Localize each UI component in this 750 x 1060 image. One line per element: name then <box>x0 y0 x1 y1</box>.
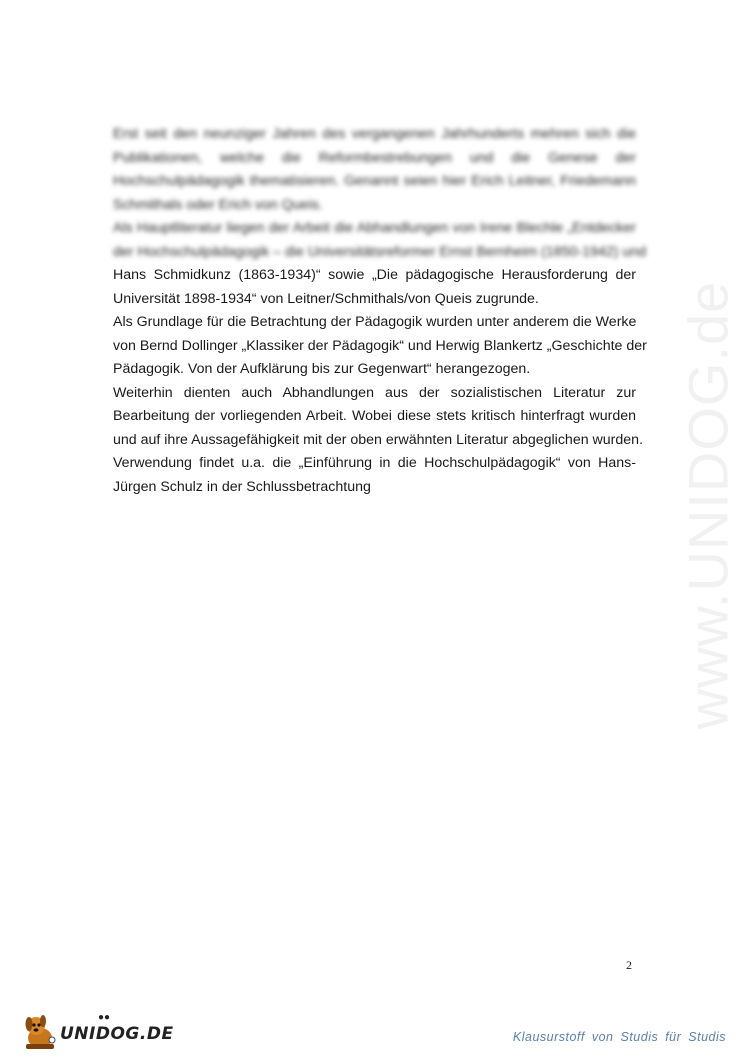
text-line: Bearbeitung der vorliegenden Arbeit. Wobei diese stets kritisch hinterfragt wurden <box>113 408 636 424</box>
text-line: Verwendung findet u.a. die „Einführung in die Hochschulpädagogik“ von Hans- <box>113 455 636 471</box>
text-line: der Hochschulpädagogik – die Universitätsreformer Ernst Bernheim (1850-1942) und <box>113 243 647 260</box>
unidog-logo[interactable] <box>22 1010 174 1052</box>
text-line: und auf ihre Aussagefähigkeit mit der oben erwähnten Literatur abgeglichen wurden. <box>113 431 644 448</box>
body-text <box>113 123 647 499</box>
paragraph <box>113 264 636 311</box>
paw-icon: ●● <box>98 1012 111 1023</box>
text-line: Als Grundlage für die Betrachtung der Pädagogik wurden unter anderem die Werke <box>113 314 637 330</box>
watermark: www.UNIDOG.de <box>676 280 740 730</box>
text-line: Schmithals oder Erich von Queis. <box>113 196 323 213</box>
text-line: Hochschulpädagogik thematisieren. Genannt seien hier Erich Leitner, Friedemann <box>113 173 636 189</box>
text-line: Erst seit den neunziger Jahren des vergangenen Jahrhunderts mehren sich die <box>113 126 636 142</box>
text-line: Jürgen Schulz in der Schlussbetrachtung <box>113 478 371 495</box>
text-line: Pädagogik. Von der Aufklärung bis zur Gegenwart“ herangezogen. <box>113 361 531 377</box>
page-number: 2 <box>626 958 632 972</box>
footer-slogan: Klausurstoff von Studis für Studis <box>512 1030 726 1044</box>
text-line: von Bernd Dollinger „Klassiker der Pädagogik“ und Herwig Blankertz „Geschichte der <box>113 337 647 354</box>
text-line: Weiterhin dienten auch Abhandlungen aus der sozialistischen Literatur zur <box>113 384 636 401</box>
paragraph <box>113 452 636 499</box>
text-line: Hans Schmidkunz (1863-1934)“ sowie „Die pädagogische Herausforderung der <box>113 267 636 283</box>
paragraph <box>113 382 644 453</box>
text-line: Universität 1898-1934“ von Leitner/Schmithals/von Queis zugrunde. <box>113 290 539 307</box>
logo-text: UNIDOG.DE <box>60 1024 174 1044</box>
text-line: Als Hauptliteratur liegen der Arbeit die Abhandlungen von Irene Blechle „Entdecker <box>113 220 636 236</box>
dog-mascot-icon <box>22 1010 62 1052</box>
blurred-paragraph <box>113 123 636 217</box>
paragraph <box>113 311 647 382</box>
text-line: Publikationen, welche die Reformbestrebungen und die Genese der <box>113 149 636 166</box>
blurred-paragraph <box>113 217 647 264</box>
